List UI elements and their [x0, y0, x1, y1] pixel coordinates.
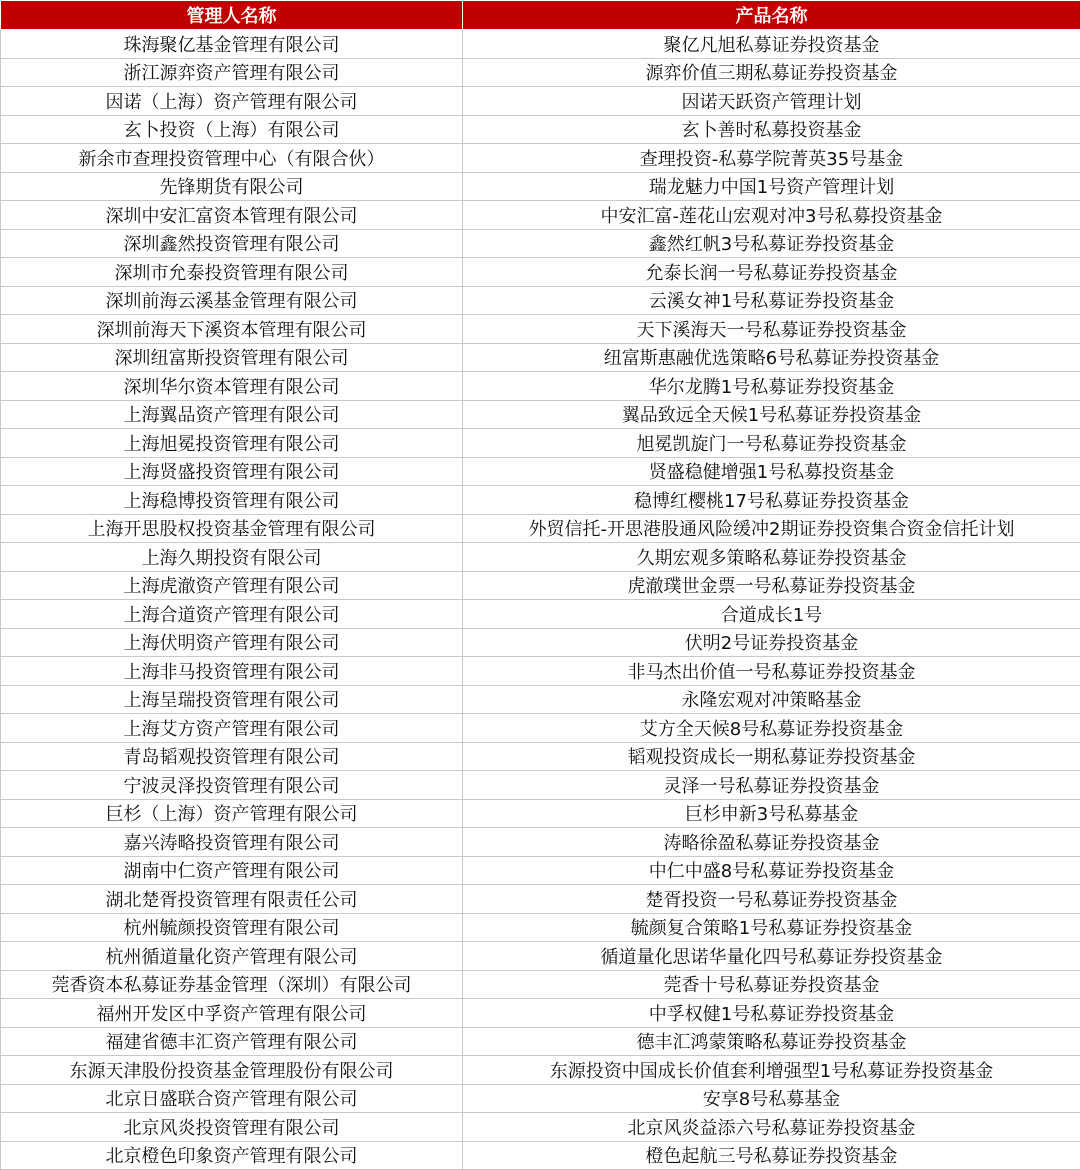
table-row — [1, 30, 1080, 59]
table-body — [1, 30, 1080, 1170]
table-row — [1, 429, 1080, 458]
product-name-cell: 翼品致远全天候1号私募证券投资基金 — [463, 400, 1080, 429]
manager-name-cell: 福建省德丰汇资产管理有限公司 — [1, 1027, 463, 1056]
manager-name-cell: 杭州毓颜投资管理有限公司 — [1, 913, 463, 942]
product-name-cell: 永隆宏观对冲策略基金 — [463, 685, 1080, 714]
manager-name-cell: 上海旭冕投资管理有限公司 — [1, 429, 463, 458]
manager-name-cell: 上海翼品资产管理有限公司 — [1, 400, 463, 429]
product-name-cell: 允泰长润一号私募证券投资基金 — [463, 258, 1080, 287]
product-name-cell: 贤盛稳健增强1号私募投资基金 — [463, 457, 1080, 486]
product-name-cell: 艾方全天候8号私募证券投资基金 — [463, 714, 1080, 743]
product-name-cell: 瑞龙魅力中国1号资产管理计划 — [463, 172, 1080, 201]
table-row — [1, 457, 1080, 486]
manager-name-cell: 深圳纽富斯投资管理有限公司 — [1, 343, 463, 372]
manager-name-cell: 上海伏明资产管理有限公司 — [1, 628, 463, 657]
product-name-cell: 伏明2号证券投资基金 — [463, 628, 1080, 657]
manager-name-cell: 上海开思股权投资基金管理有限公司 — [1, 514, 463, 543]
table-row — [1, 115, 1080, 144]
manager-name-cell: 莞香资本私募证券基金管理（深圳）有限公司 — [1, 970, 463, 999]
table-row — [1, 372, 1080, 401]
product-name-cell: 楚胥投资一号私募证券投资基金 — [463, 885, 1080, 914]
product-name-cell: 中孚权健1号私募证券投资基金 — [463, 999, 1080, 1028]
table-row — [1, 742, 1080, 771]
table-row — [1, 885, 1080, 914]
table-row — [1, 229, 1080, 258]
table-row — [1, 172, 1080, 201]
table-row — [1, 657, 1080, 686]
product-name-cell: 涛略徐盈私募证券投资基金 — [463, 828, 1080, 857]
product-name-cell: 毓颜复合策略1号私募证券投资基金 — [463, 913, 1080, 942]
product-name-cell: 德丰汇鸿蒙策略私募证券投资基金 — [463, 1027, 1080, 1056]
manager-name-cell: 因诺（上海）资产管理有限公司 — [1, 87, 463, 116]
product-name-cell: 灵泽一号私募证券投资基金 — [463, 771, 1080, 800]
product-name-cell: 合道成长1号 — [463, 600, 1080, 629]
table-row — [1, 913, 1080, 942]
manager-name-cell: 上海合道资产管理有限公司 — [1, 600, 463, 629]
manager-name-cell: 上海呈瑞投资管理有限公司 — [1, 685, 463, 714]
table-row — [1, 970, 1080, 999]
table-row — [1, 1113, 1080, 1142]
manager-name-cell: 上海稳博投资管理有限公司 — [1, 486, 463, 515]
product-name-cell: 云溪女神1号私募证券投资基金 — [463, 286, 1080, 315]
table-row — [1, 685, 1080, 714]
product-name-cell: 橙色起航三号私募证券投资基金 — [463, 1141, 1080, 1170]
table-row — [1, 942, 1080, 971]
product-name-cell: 纽富斯惠融优选策略6号私募证券投资基金 — [463, 343, 1080, 372]
product-name-cell: 源弈价值三期私募证券投资基金 — [463, 58, 1080, 87]
table-row — [1, 1027, 1080, 1056]
manager-name-cell: 巨杉（上海）资产管理有限公司 — [1, 799, 463, 828]
table-header-row — [1, 1, 1080, 30]
product-name-cell: 玄卜善时私募投资基金 — [463, 115, 1080, 144]
table-row — [1, 571, 1080, 600]
manager-name-cell: 玄卜投资（上海）有限公司 — [1, 115, 463, 144]
table-row — [1, 58, 1080, 87]
manager-name-cell: 新余市查理投资管理中心（有限合伙） — [1, 144, 463, 173]
table-row — [1, 87, 1080, 116]
manager-name-cell: 浙江源弈资产管理有限公司 — [1, 58, 463, 87]
product-name-cell: 中仁中盛8号私募证券投资基金 — [463, 856, 1080, 885]
table-row — [1, 799, 1080, 828]
product-name-cell: 中安汇富-莲花山宏观对冲3号私募投资基金 — [463, 201, 1080, 230]
product-name-cell: 久期宏观多策略私募证券投资基金 — [463, 543, 1080, 572]
manager-name-cell: 珠海聚亿基金管理有限公司 — [1, 30, 463, 59]
manager-name-cell: 上海虎澈资产管理有限公司 — [1, 571, 463, 600]
table-row — [1, 486, 1080, 515]
manager-name-cell: 东源天津股份投资基金管理股份有限公司 — [1, 1056, 463, 1085]
product-name-cell: 循道量化思诺华量化四号私募证券投资基金 — [463, 942, 1080, 971]
table-row — [1, 1141, 1080, 1170]
manager-name-cell: 上海非马投资管理有限公司 — [1, 657, 463, 686]
product-name-cell: 韬观投资成长一期私募证券投资基金 — [463, 742, 1080, 771]
product-name-cell: 因诺天跃资产管理计划 — [463, 87, 1080, 116]
manager-name-cell: 深圳中安汇富资本管理有限公司 — [1, 201, 463, 230]
manager-name-cell: 先锋期货有限公司 — [1, 172, 463, 201]
manager-name-cell: 湖南中仁资产管理有限公司 — [1, 856, 463, 885]
product-name-cell: 稳博红樱桃17号私募证券投资基金 — [463, 486, 1080, 515]
product-name-cell: 东源投资中国成长价值套利增强型1号私募证券投资基金 — [463, 1056, 1080, 1085]
table-row — [1, 771, 1080, 800]
table-row — [1, 543, 1080, 572]
table-row — [1, 999, 1080, 1028]
product-name-cell: 聚亿凡旭私募证券投资基金 — [463, 30, 1080, 59]
table-row — [1, 856, 1080, 885]
manager-name-cell: 宁波灵泽投资管理有限公司 — [1, 771, 463, 800]
table-row — [1, 286, 1080, 315]
table-row — [1, 400, 1080, 429]
product-name-cell: 天下溪海天一号私募证券投资基金 — [463, 315, 1080, 344]
product-name-cell: 非马杰出价值一号私募证券投资基金 — [463, 657, 1080, 686]
table-row — [1, 144, 1080, 173]
manager-name-cell: 深圳市允泰投资管理有限公司 — [1, 258, 463, 287]
product-name-cell: 鑫然红帆3号私募证券投资基金 — [463, 229, 1080, 258]
manager-name-cell: 福州开发区中孚资产管理有限公司 — [1, 999, 463, 1028]
manager-name-cell: 上海贤盛投资管理有限公司 — [1, 457, 463, 486]
manager-name-cell: 北京日盛联合资产管理有限公司 — [1, 1084, 463, 1113]
table-row — [1, 201, 1080, 230]
manager-name-header: 管理人名称 — [1, 1, 463, 30]
product-name-cell: 巨杉申新3号私募基金 — [463, 799, 1080, 828]
table-row — [1, 343, 1080, 372]
table-row — [1, 514, 1080, 543]
manager-name-cell: 深圳鑫然投资管理有限公司 — [1, 229, 463, 258]
manager-name-cell: 深圳华尔资本管理有限公司 — [1, 372, 463, 401]
table-row — [1, 315, 1080, 344]
manager-name-cell: 深圳前海云溪基金管理有限公司 — [1, 286, 463, 315]
table-row — [1, 1084, 1080, 1113]
table-row — [1, 628, 1080, 657]
table-row — [1, 258, 1080, 287]
table-row — [1, 600, 1080, 629]
product-name-cell: 查理投资-私募学院菁英35号基金 — [463, 144, 1080, 173]
product-name-cell: 北京风炎益添六号私募证券投资基金 — [463, 1113, 1080, 1142]
manager-name-cell: 北京橙色印象资产管理有限公司 — [1, 1141, 463, 1170]
product-name-cell: 华尔龙腾1号私募证券投资基金 — [463, 372, 1080, 401]
table-row — [1, 1056, 1080, 1085]
manager-name-cell: 青岛韬观投资管理有限公司 — [1, 742, 463, 771]
manager-name-cell: 上海艾方资产管理有限公司 — [1, 714, 463, 743]
table-row — [1, 828, 1080, 857]
manager-name-cell: 湖北楚胥投资管理有限责任公司 — [1, 885, 463, 914]
manager-name-cell: 杭州循道量化资产管理有限公司 — [1, 942, 463, 971]
manager-name-cell: 深圳前海天下溪资本管理有限公司 — [1, 315, 463, 344]
product-name-cell: 虎澈璞世金票一号私募证券投资基金 — [463, 571, 1080, 600]
table-row — [1, 714, 1080, 743]
manager-name-cell: 上海久期投资有限公司 — [1, 543, 463, 572]
product-name-cell: 外贸信托-开思港股通风险缓冲2期证券投资集合资金信托计划 — [463, 514, 1080, 543]
manager-name-cell: 北京风炎投资管理有限公司 — [1, 1113, 463, 1142]
product-name-cell: 旭冕凯旋门一号私募证券投资基金 — [463, 429, 1080, 458]
product-name-header: 产品名称 — [463, 1, 1080, 30]
product-name-cell: 安享8号私募基金 — [463, 1084, 1080, 1113]
product-name-cell: 莞香十号私募证券投资基金 — [463, 970, 1080, 999]
manager-name-cell: 嘉兴涛略投资管理有限公司 — [1, 828, 463, 857]
